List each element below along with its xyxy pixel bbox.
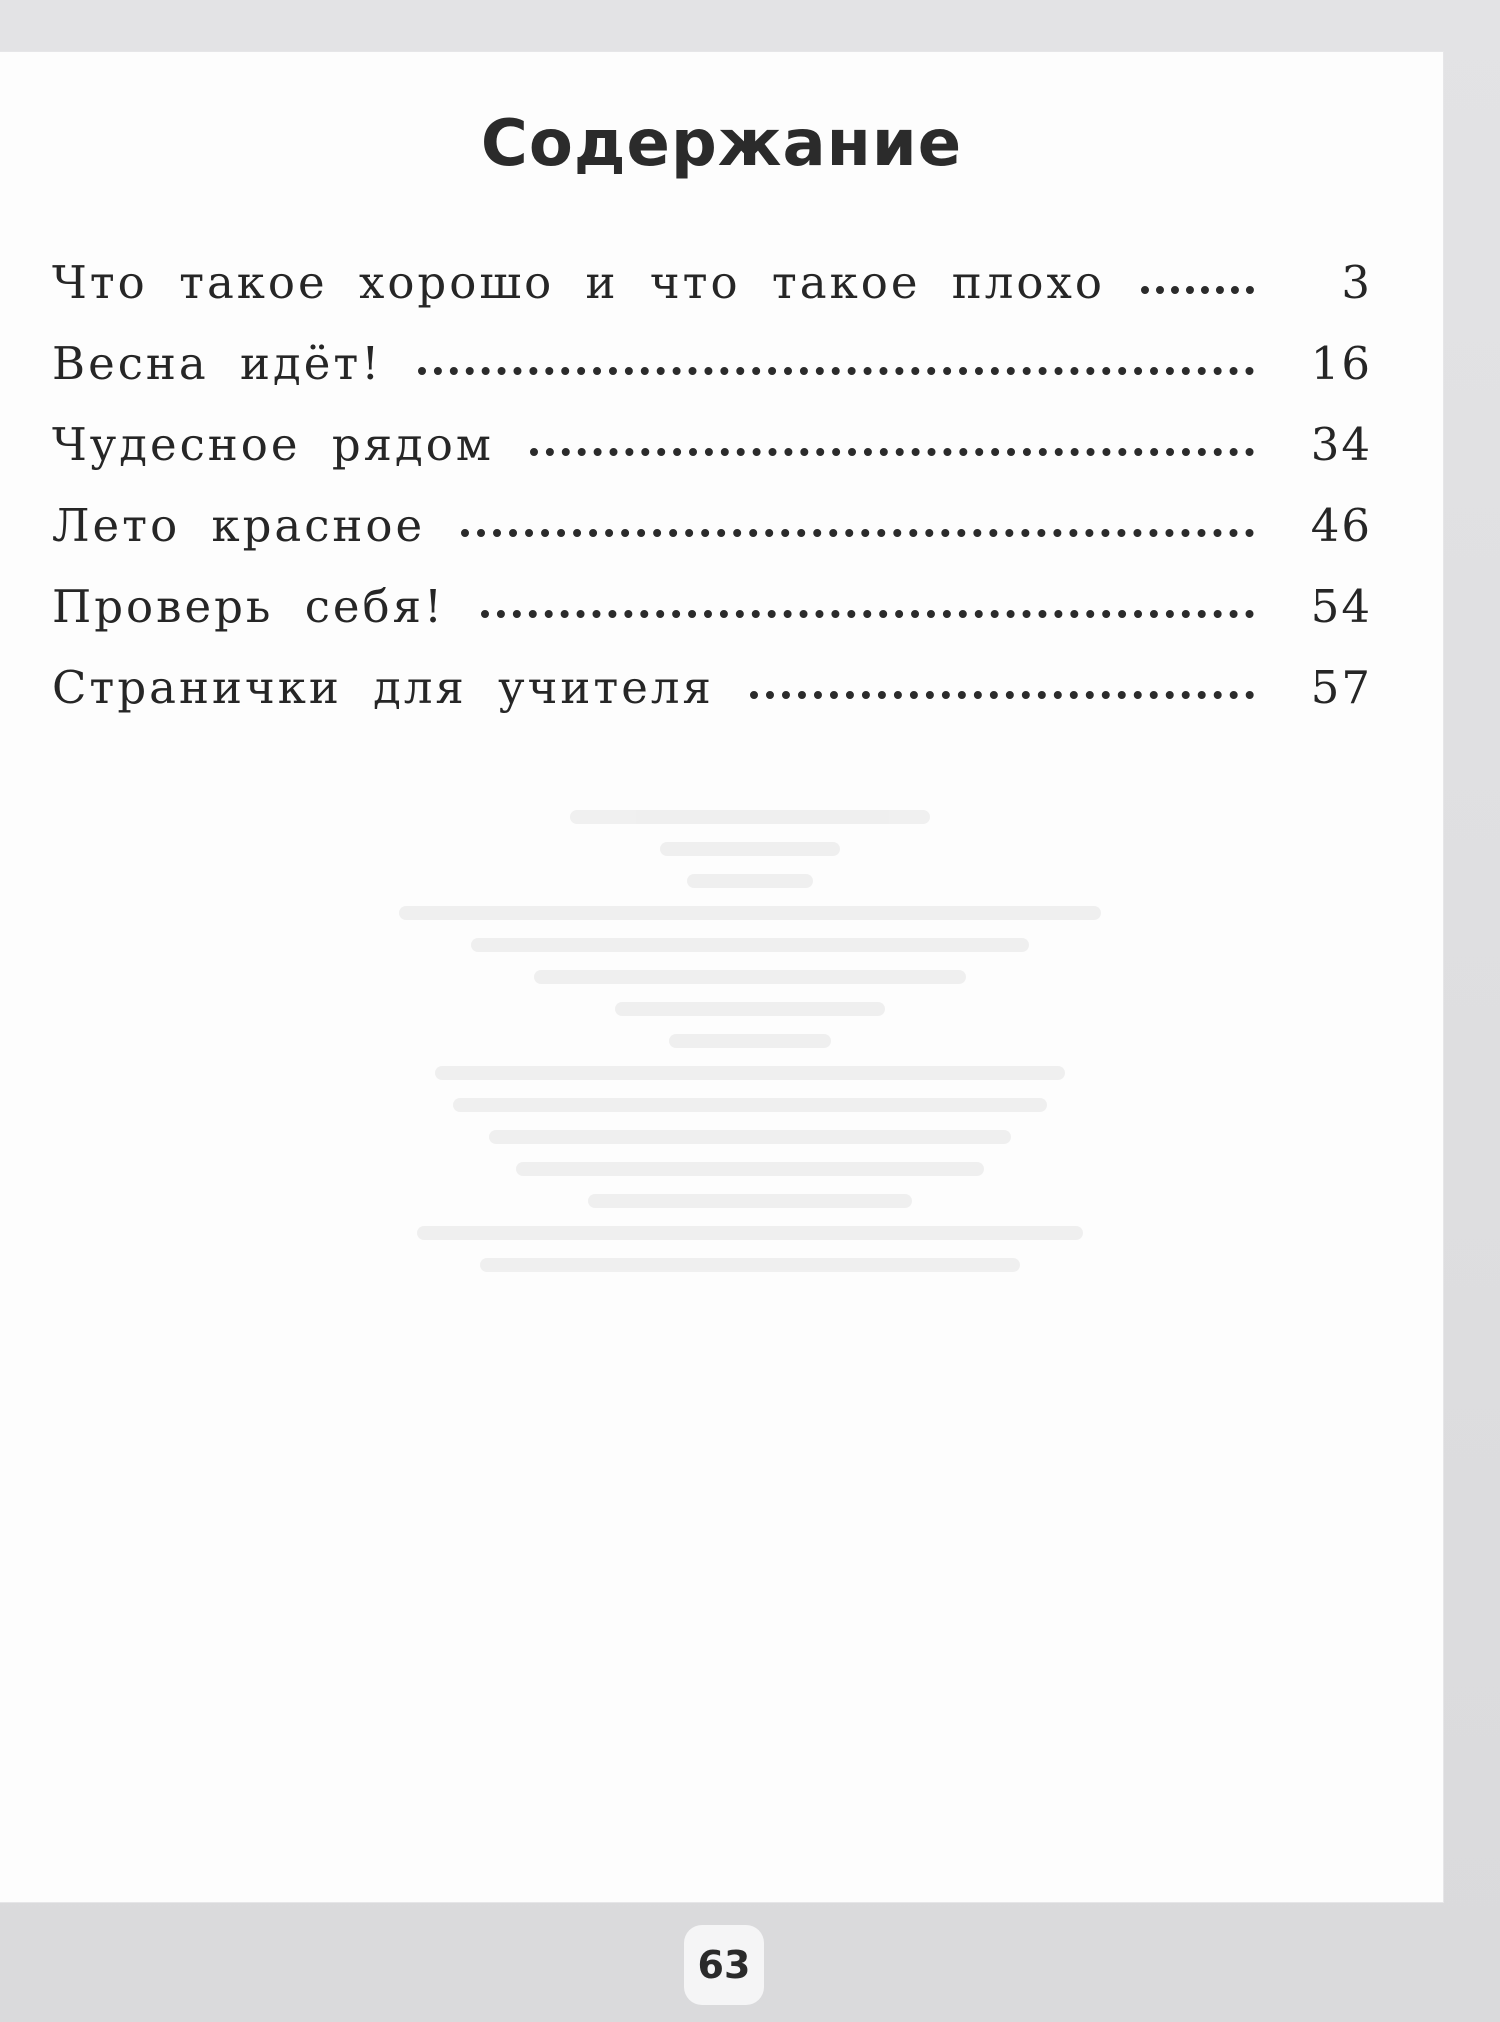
toc-item[interactable]	[52, 418, 1372, 499]
page-title: Содержание	[480, 107, 963, 181]
page-number: 63	[684, 1925, 764, 2005]
toc-item-title: Проверь себя!	[52, 580, 446, 633]
toc-item-page: 46	[1310, 499, 1372, 552]
toc-item-title: Что такое хорошо и что такое плохо	[52, 256, 1105, 309]
toc-item[interactable]	[52, 580, 1372, 661]
dot-leader	[750, 691, 1254, 699]
toc-item-title: Странички для учителя	[52, 661, 714, 714]
toc-item[interactable]	[52, 337, 1372, 418]
bleed-through-text	[300, 792, 1200, 1290]
toc-item-page: 34	[1310, 418, 1372, 471]
toc-item-page: 16	[1310, 337, 1372, 390]
toc-item-page: 3	[1341, 256, 1372, 309]
dot-leader	[481, 610, 1254, 618]
toc-item-page: 57	[1310, 661, 1372, 714]
toc-item[interactable]	[52, 256, 1372, 337]
dot-leader	[461, 529, 1254, 537]
toc-item-title: Весна идёт!	[52, 337, 383, 390]
toc-item-title: Лето красное	[52, 499, 426, 552]
table-of-contents	[52, 256, 1372, 742]
dot-leader	[1141, 286, 1254, 294]
toc-item-title: Чудесное рядом	[52, 418, 494, 471]
dot-leader	[530, 448, 1254, 456]
dot-leader	[418, 367, 1254, 375]
toc-item[interactable]	[52, 499, 1372, 580]
toc-item[interactable]	[52, 661, 1372, 742]
toc-item-page: 54	[1310, 580, 1372, 633]
book-page	[0, 52, 1443, 1902]
